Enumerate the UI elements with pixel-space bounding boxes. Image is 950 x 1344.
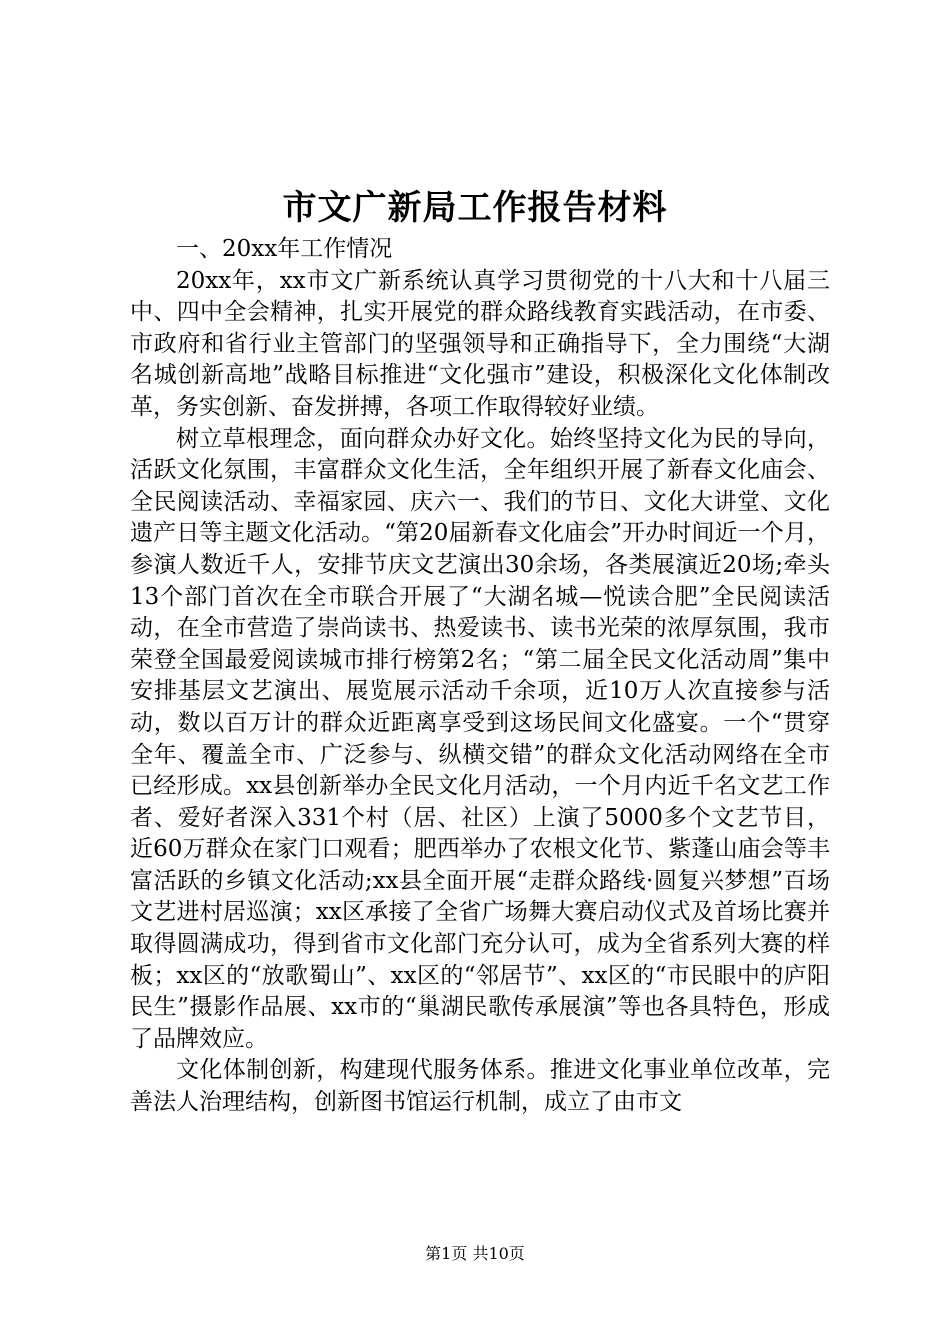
page-footer: 第1页 共10页 <box>425 1244 525 1263</box>
paragraph-system-innovation: 文化体制创新，构建现代服务体系。推进文化事业单位改革，完善法人治理结构，创新图书馆运行机制，成立了由市文 <box>130 1057 830 1116</box>
paragraph-grassroots-culture: 树立草根理念，面向群众办好文化。始终坚持文化为民的导向，活跃文化氛围，丰富群众文化生活，全年组织开展了新春文化庙会、全民阅读活动、幸福家园、庆六一、我们的节日、文化大讲堂、文化遗产日等主题文化活动。“第20届新春文化庙会”开办时间近一个月，参演人数近千人，安排节庆文艺演出30余场，各类展演近20场;牵头13个部门首次在全市联合开展了“大湖名城—悦读合肥”全民阅读活动，在全市营造了崇尚读书、热爱读书、读书光荣的浓厚氛围，我市荣登全国最爱阅读城市排行榜第2名；“第二届全民文化活动周”集中安排基层文艺演出、展览展示活动千余项，近10万人次直接参与活动，数以百万计的群众近距离享受到这场民间文化盛宴。一个“贯穿全年、覆盖全市、广泛参与、纵横交错”的群众文化活动网络在全市已经形成。xx县创新举办全民文化月活动，一个月内近千名文艺工作者、爱好者深入331个村（居、社区）上演了5000多个文艺节目，近60万群众在家门口观看；肥西举办了农根文化节、紫蓬山庙会等丰富活跃的乡镇文化活动;xx县全面开展“走群众路线·圆复兴梦想”百场文艺进村居巡演；xx区承接了全省广场舞大赛启动仪式及首场比赛并取得圆满成功，得到省市文化部门充分认可，成为全省系列大赛的样板；xx区的“放歌蜀山”、xx区的“邻居节”、xx区的“市民眼中的庐阳民生”摄影作品展、xx市的“巢湖民歌传承展演”等也各具特色，形成了品牌效应。 <box>130 425 830 1052</box>
document-title: 市文广新局工作报告材料 <box>282 188 668 228</box>
paragraph-intro: 20xx年，xx市文广新系统认真学习贯彻党的十八大和十八届三中、四中全会精神，扎实开展党的群众路线教育实践活动，在市委、市政府和省行业主管部门的坚强领导和正确指导下，全力围绕“大湖名城创新高地”战略目标推进“文化强市”建设，积极深化文化体制改革，务实创新、奋发拼搏，各项工作取得较好业绩。 <box>130 267 830 420</box>
document-body <box>130 234 830 1119</box>
section-heading: 一、20xx年工作情况 <box>176 236 393 262</box>
